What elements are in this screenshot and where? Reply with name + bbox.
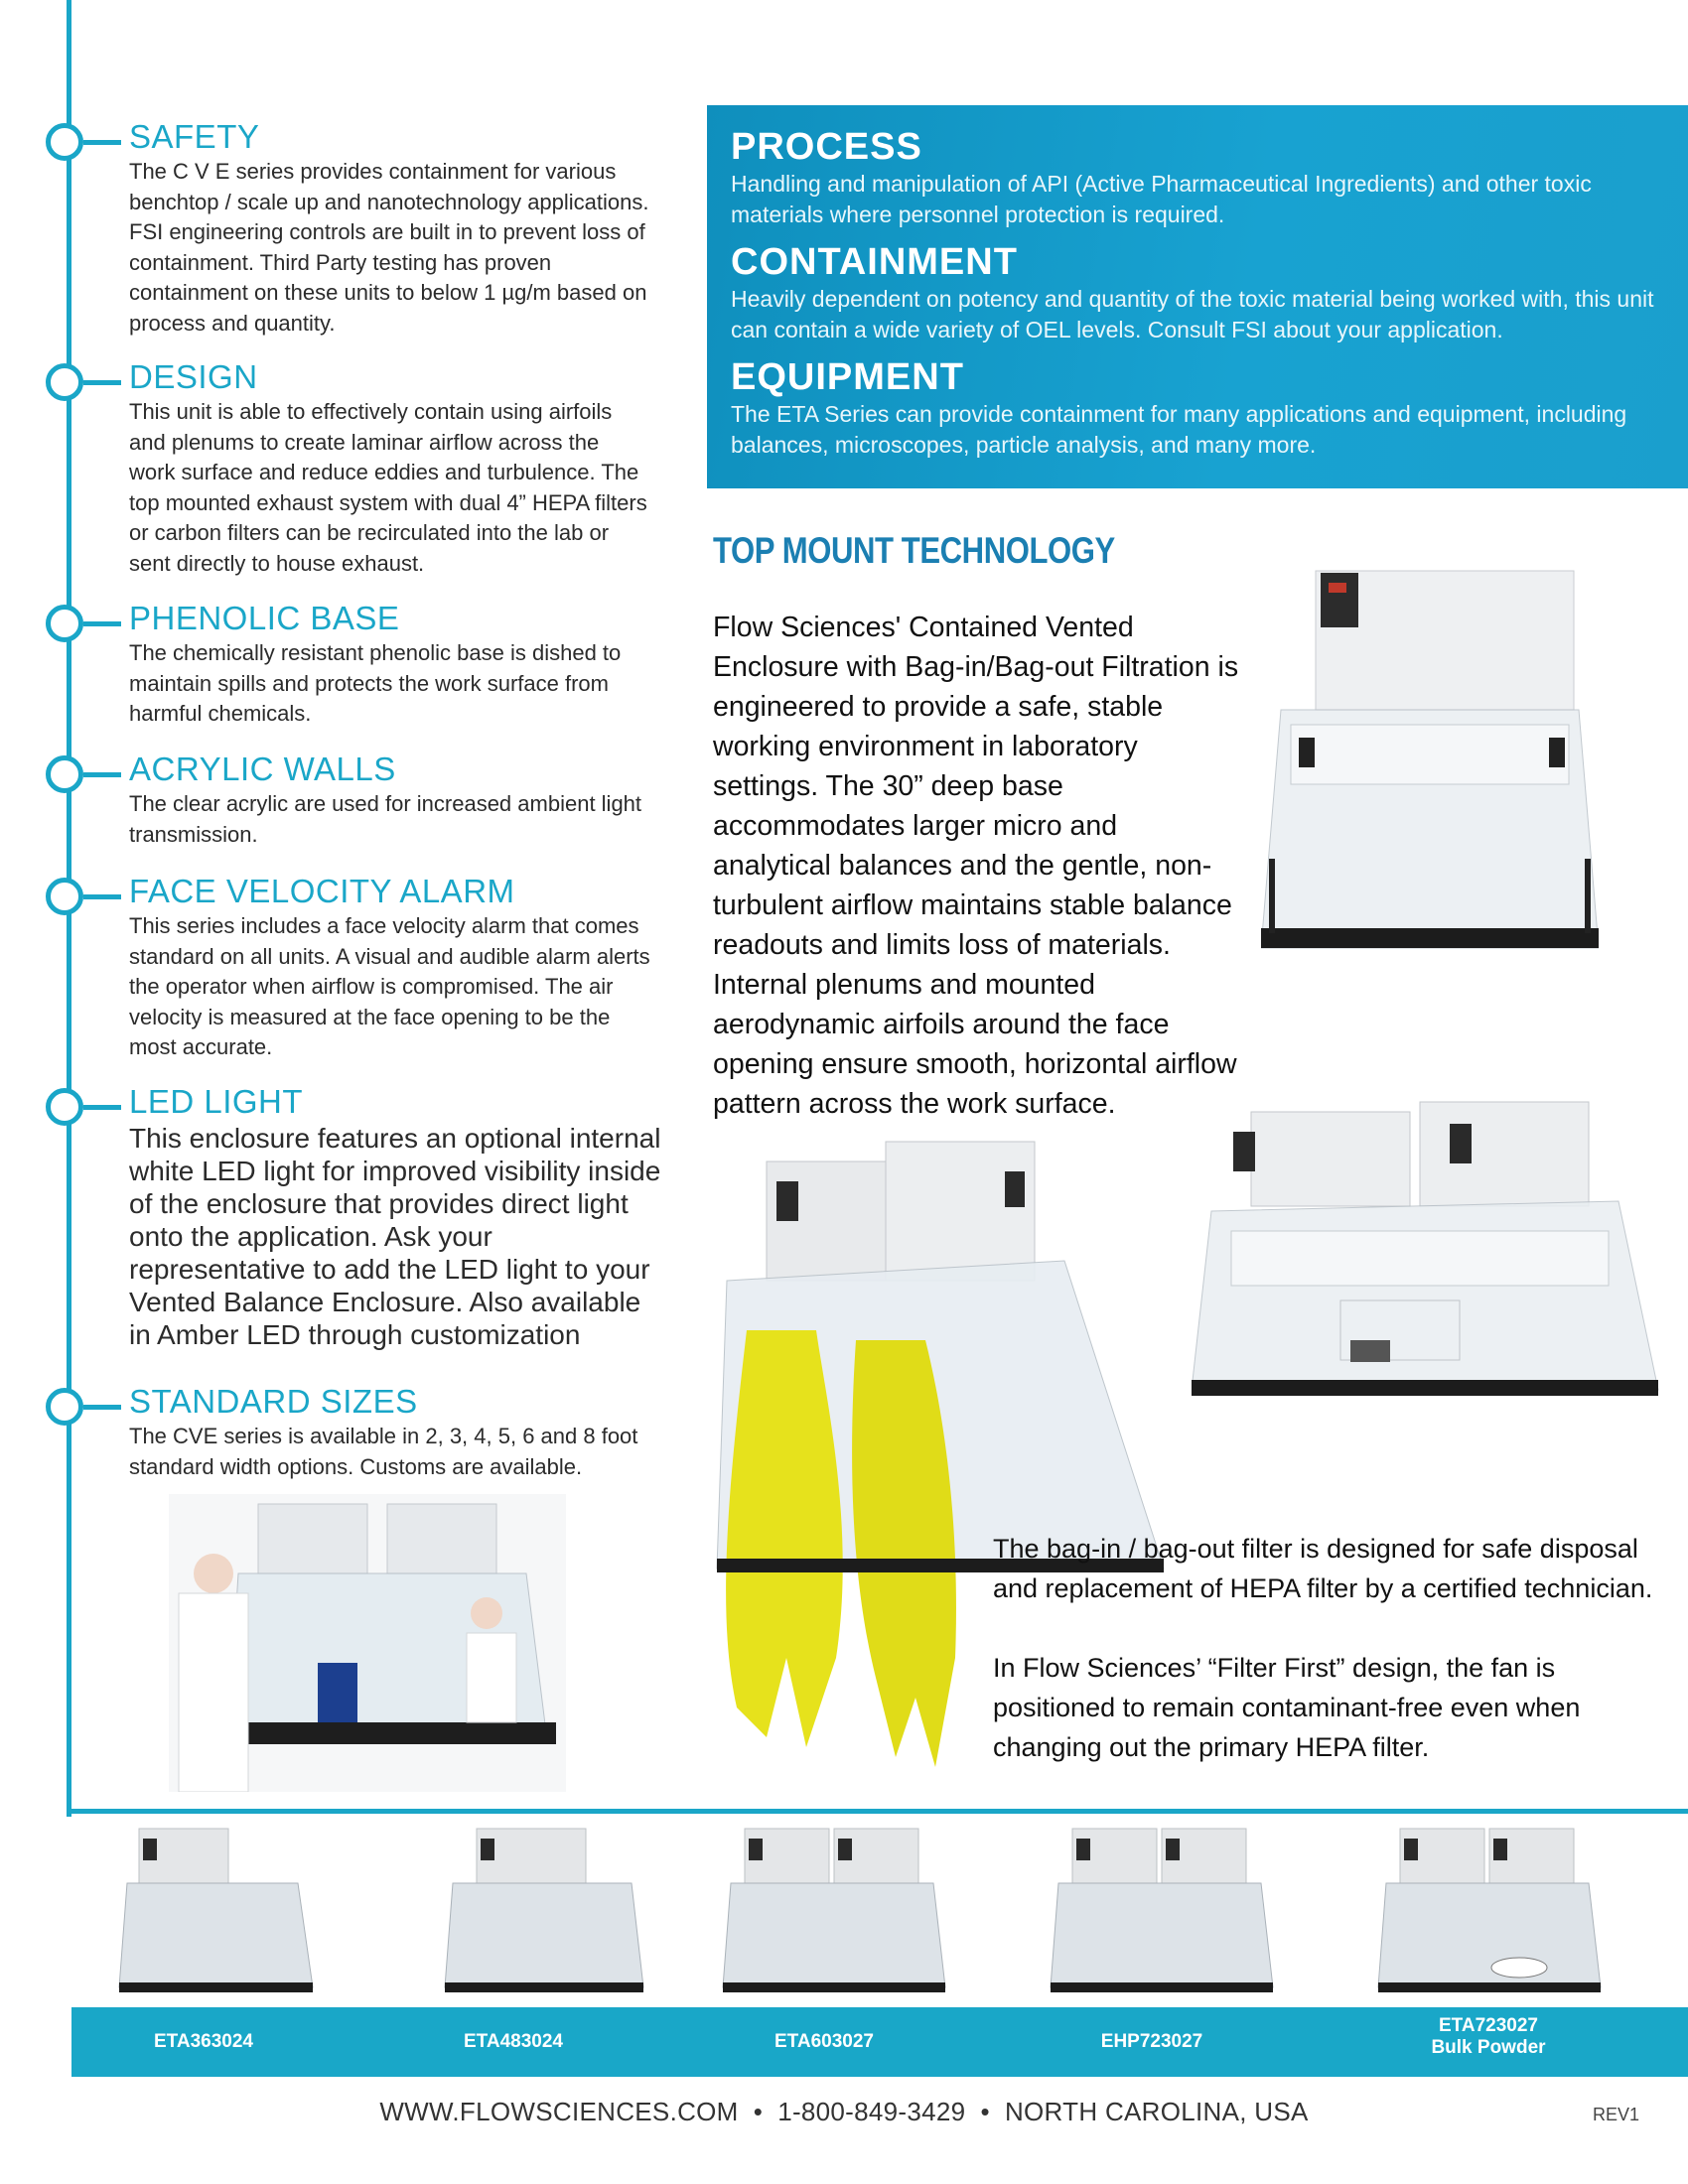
bag-filter-paragraph: The bag-in / bag-out filter is designed for safe disposal and replacement of HEPA filter by a certified technician. [993, 1534, 1653, 1603]
section-title: SAFETY [129, 118, 260, 155]
model-label [389, 2031, 637, 2053]
model-subtitle: Bulk Powder [1431, 2037, 1546, 2058]
containment-title: CONTAINMENT [731, 241, 1018, 283]
timeline-tick [83, 380, 121, 385]
timeline-tick [83, 894, 121, 899]
info-box [707, 105, 1688, 488]
section-title: FACE VELOCITY ALARM [129, 873, 515, 909]
footer-phone: 1-800-849-3429 [777, 2097, 966, 2126]
model-code: ETA603027 [774, 2031, 874, 2052]
timeline-tick [83, 1405, 121, 1410]
model-thumbnail [99, 1819, 338, 2002]
footer [0, 2097, 1688, 2127]
lab-technicians-photo [169, 1494, 566, 1792]
timeline-tick [83, 140, 121, 145]
timeline-tick [83, 772, 121, 777]
section-title: ACRYLIC WALLS [129, 751, 396, 787]
timeline-node-icon [46, 1088, 83, 1126]
section-body: This series includes a face velocity alarm that comes standard on all units. A visual and audible alarm alerts the operator when airflow is compromised. The air velocity is measured at the face opening to be the most accurate. [129, 913, 650, 1059]
equipment-title: EQUIPMENT [731, 356, 964, 398]
equipment-body: The ETA Series can provide containment for many applications and equipment, including balances, microscopes, particle analysis, and many more. [731, 401, 1627, 458]
process-title: PROCESS [731, 126, 922, 168]
model-label [1028, 2031, 1276, 2053]
model-label [700, 2031, 948, 2053]
process-body: Handling and manipulation of API (Active Pharmaceutical Ingredients) and other toxic materials where personnel protection is required. [731, 171, 1592, 227]
model-thumbnail [1370, 1819, 1609, 2002]
timeline-divider [67, 1809, 1688, 1814]
section-body: The chemically resistant phenolic base is dished to maintain spills and protects the work surface from harmful chemicals. [129, 640, 622, 726]
model-label [1364, 2015, 1613, 2059]
top-mount-body: Flow Sciences' Contained Vented Enclosure with Bag-in/Bag-out Filtration is engineered to provide a safe, stable working environment in laboratory settings. The 30” deep base accommodates larger micro and analytical balances and the gentle, non-turbulent airflow maintains stable balance readouts and limits loss of materials. Internal plenums and mounted aerodynamic airfoils around the face opening ensure smooth, horizontal airflow pattern across the work surface. [713, 612, 1239, 1120]
footer-separator: • [980, 2097, 990, 2126]
revision-label: REV1 [1593, 2105, 1640, 2124]
timeline-tick [83, 621, 121, 626]
model-thumbnail [1043, 1819, 1281, 2002]
filter-first-paragraph: In Flow Sciences’ “Filter First” design, the fan is positioned to remain contaminant-free even when changing out the primary HEPA filter. [993, 1653, 1581, 1762]
top-mount-heading: TOP MOUNT TECHNOLOGY [713, 530, 1115, 571]
model-code: EHP723027 [1100, 2031, 1203, 2052]
footer-separator: • [753, 2097, 764, 2126]
footer-location: NORTH CAROLINA, USA [1004, 2097, 1309, 2126]
double-enclosure-photo [1192, 1092, 1668, 1430]
model-label [79, 2031, 328, 2053]
timeline-node-icon [46, 363, 83, 401]
section-body: The C V E series provides containment for various benchtop / scale up and nanotechnology applications. FSI engineering controls are built in to prevent loss of containment. Third Party testing has proven containment on these units to below 1 µg/m based on process and quantity. [129, 159, 649, 336]
section-title: PHENOLIC BASE [129, 600, 400, 636]
section-body: This unit is able to effectively contain using airfoils and plenums to create laminar airflow across the work surface and reduce eddies and turbulence. The top mounted exhaust system with dual 4” HEPA filters or carbon filters can be recirculated into the lab or sent directly to house exhaust. [129, 399, 647, 576]
section-body: The clear acrylic are used for increased ambient light transmission. [129, 791, 642, 847]
containment-body: Heavily dependent on potency and quantity of the toxic material being worked with, this unit can contain a wide variety of OEL levels. Consult FSI about your application. [731, 286, 1654, 342]
model-thumbnail [427, 1819, 665, 2002]
timeline-node-icon [46, 123, 83, 161]
timeline-node-icon [46, 605, 83, 642]
enclosure-photo [1261, 561, 1599, 978]
model-thumbnail [715, 1819, 953, 2002]
section-body: The CVE series is available in 2, 3, 4, 5, 6 and 8 foot standard width options. Customs are available. [129, 1424, 638, 1479]
model-code: ETA483024 [464, 2031, 563, 2052]
timeline-node-icon [46, 755, 83, 793]
footer-website: WWW.FLOWSCIENCES.COM [379, 2097, 739, 2126]
timeline-node-icon [46, 1388, 83, 1426]
model-code: ETA363024 [154, 2031, 253, 2052]
model-code: ETA723027 [1439, 2015, 1538, 2036]
section-title: LED LIGHT [129, 1083, 304, 1120]
section-title: STANDARD SIZES [129, 1383, 418, 1420]
section-title: DESIGN [129, 358, 258, 395]
section-body: This enclosure features an optional internal white LED light for improved visibility inside of the enclosure that provides direct light onto the application. Ask your representative to add the LED light to your Vented Balance Enclosure. Also available in Amber LED through customization [129, 1123, 661, 1350]
timeline-node-icon [46, 878, 83, 915]
timeline-tick [83, 1105, 121, 1110]
bag-filter-text [993, 1529, 1668, 1767]
